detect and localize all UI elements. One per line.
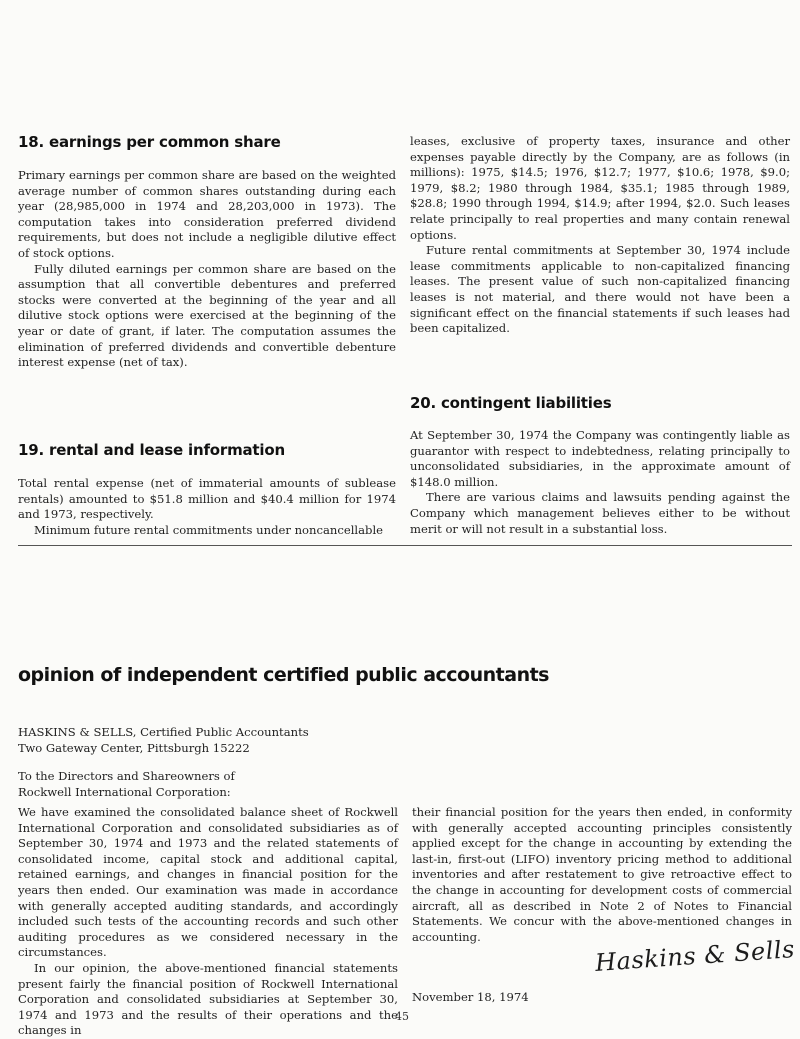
page-number: 45	[395, 1010, 409, 1023]
note-18-paragraph-2: Fully diluted earnings per common share are based on the assumption that all convertible debentures and preferred stocks were converted at the beginning of the year and all dilutive stock options were exercised at the beginning of the year or date of grant, if later. The computation assumes the elimination of preferred dividends and convertible debenture interest expense (net of tax).	[18, 261, 396, 370]
note-19-paragraph-3: leases, exclusive of property taxes, insurance and other expenses payable directly by the Company, are as follows (in millions): 1975, $14.5; 1976, $12.7; 1977, $10.6; 1978, $9.0; 1979, $8.2; 1980 through 1984, $35.1; 1985 through 1989, $28.8; 1990 through 1994, $14.9; after 1994, $2.0. Such leases relate principally to real properties and many contain renewal options.	[410, 134, 790, 242]
note-20-heading: 20. contingent liabilities	[410, 394, 612, 412]
opinion-paragraph-2: In our opinion, the above-mentioned financial statements present fairly the financial position of Rockwell International Corporation and consolidated subsidiaries at September 30, 1974 and 1973 and the results of their operations and the changes in	[18, 960, 398, 1038]
note-19-paragraph-2: Minimum future rental commitments under noncancellable	[34, 522, 384, 537]
opinion-heading: opinion of independent certified public accountants	[18, 664, 549, 686]
note-20-paragraph-1: At September 30, 1974 the Company was contingently liable as guarantor with respect to indebtedness, relating principally to unconsolidated subsidiaries, in the approximate amount of $148.0 million.	[410, 428, 790, 489]
opinion-paragraph-3: their financial position for the years then ended, in conformity with generally accepted accounting principles consistently applied except for the change in accounting by extending the last-in, first-out (LIFO) inventory pricing method to additional inventories and after restatement to give retroactive effect to the change in accounting for development costs of commercial aircraft, all as described in Note 2 of Notes to Financial Statements. We concur with the above-mentioned changes in accounting.	[412, 805, 792, 944]
opinion-date: November 18, 1974	[412, 990, 529, 1004]
note-18-heading: 18. earnings per common share	[18, 133, 281, 151]
opinion-body-left	[18, 805, 398, 1039]
section-divider	[18, 545, 792, 546]
opinion-body-right	[412, 805, 792, 945]
auditor-firm-line: HASKINS & SELLS, Certified Public Accountants	[18, 725, 309, 739]
note-19-paragraph-4: Future rental commitments at September 30, 1974 include lease commitments applicable to non-capitalized financing leases. The present value of such non-capitalized financing leases is not material, and there would not have been a significant effect on the financial statements if such leases had been capitalized.	[410, 243, 790, 336]
note-19-body-right	[410, 134, 790, 337]
note-19-heading: 19. rental and lease information	[18, 441, 285, 459]
opinion-date-block	[412, 990, 712, 1006]
auditor-address-line: Two Gateway Center, Pittsburgh 15222	[18, 740, 250, 755]
opinion-paragraph-1: We have examined the consolidated balance sheet of Rockwell International Corporation and consolidated subsidiaries as of September 30, 1974 and 1973 and the related statements of consolidated income, capital stock and additional capital, retained earnings, and changes in financial position for the years then ended. Our examination was made in accordance with generally accepted auditing standards, and accordingly included such tests of the accounting records and such other auditing procedures as we considered necessary in the circumstances.	[18, 805, 398, 960]
auditor-signature: Haskins & Sells	[594, 935, 796, 977]
note-18-body	[18, 168, 396, 371]
note-20-body	[410, 428, 790, 537]
note-20-paragraph-2: There are various claims and lawsuits pending against the Company which management believes either to be without merit or will not result in a substantial loss.	[410, 490, 790, 536]
salutation-line-2: Rockwell International Corporation:	[18, 784, 231, 799]
opinion-salutation	[18, 769, 398, 800]
opinion-address-block	[18, 725, 398, 756]
note-18-paragraph-1: Primary earnings per common share are based on the weighted average number of common shares outstanding during each year (28,985,000 in 1974 and 28,203,000 in 1973). The computation takes into consideration preferred dividend requirements, but does not include a negligible dilutive effect of stock options.	[18, 168, 396, 260]
note-19-paragraph-1: Total rental expense (net of immaterial amounts of sublease rentals) amounted to $51.8 million and $40.4 million for 1974 and 1973, respectively.	[18, 476, 396, 522]
note-19-body-left	[18, 476, 396, 538]
salutation-line-1: To the Directors and Shareowners of	[18, 769, 235, 783]
